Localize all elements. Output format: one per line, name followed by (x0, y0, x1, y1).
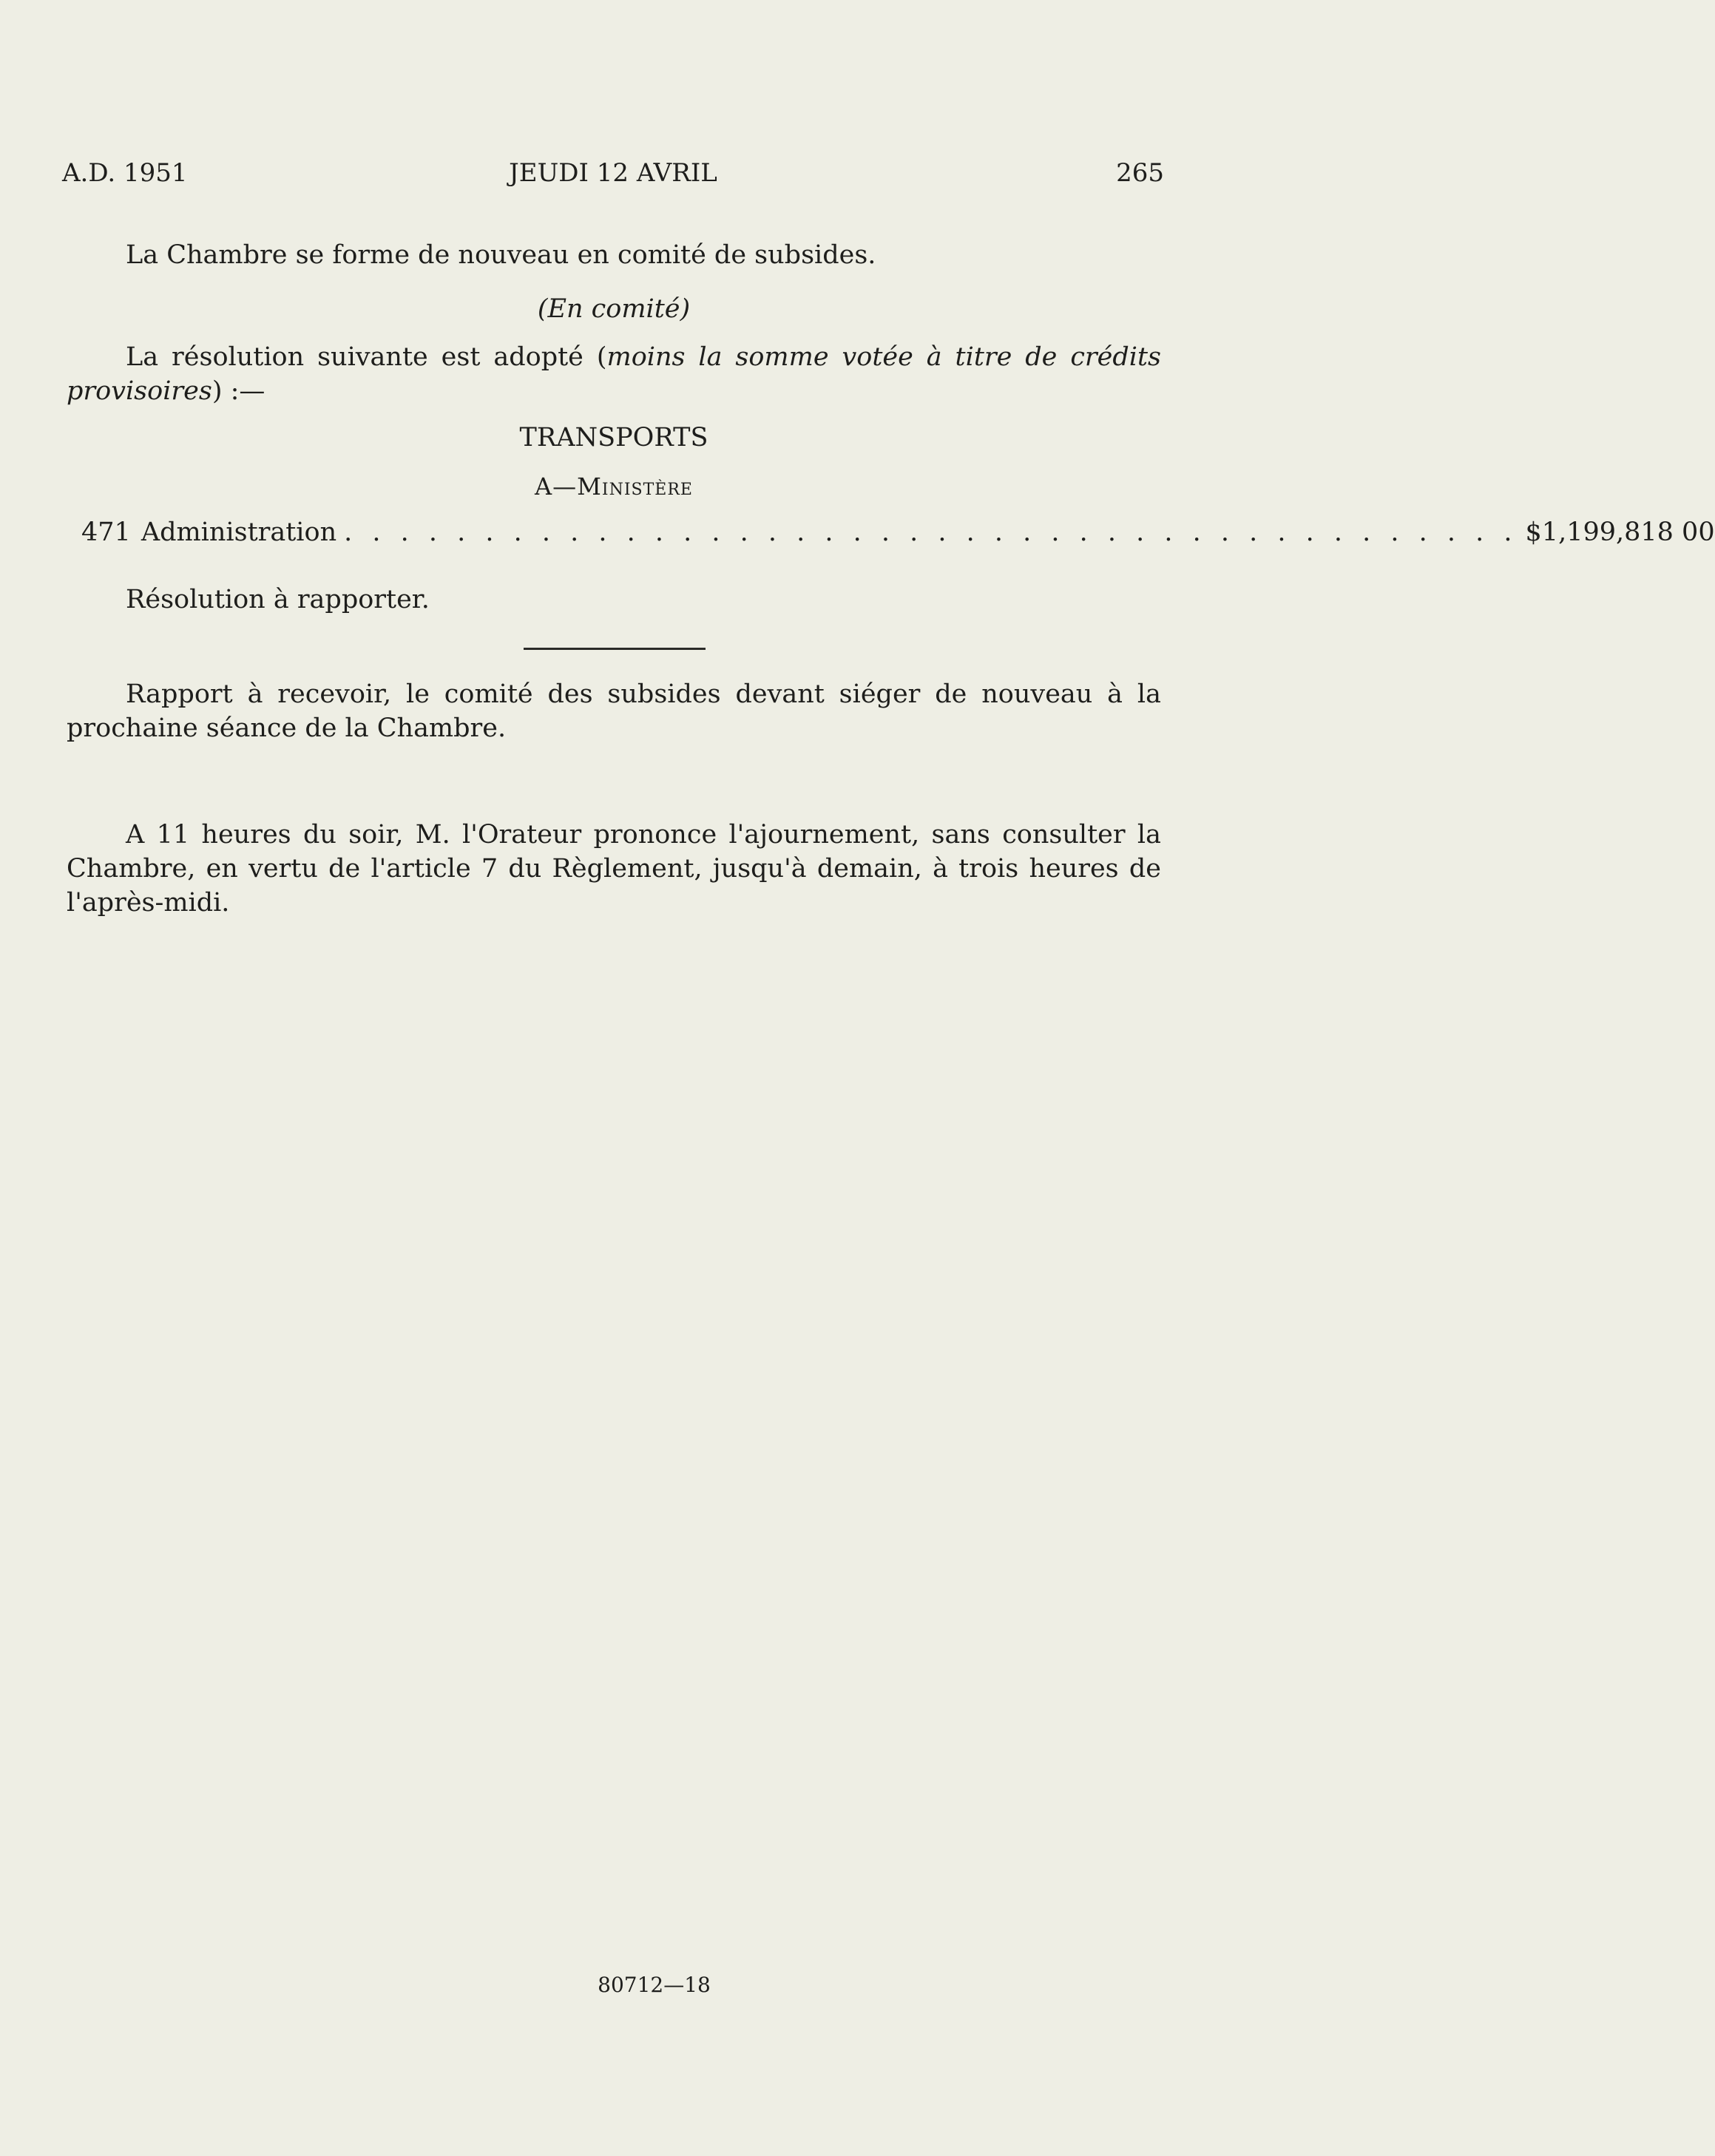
paragraph-resolution-report (67, 583, 1161, 617)
header-date: JEUDI 12 AVRIL (509, 158, 717, 188)
footer-code: 80712—18 (598, 1973, 711, 1997)
page-header (62, 158, 1164, 195)
subsection-title-text: A—Ministère (535, 472, 693, 501)
vote-item-number: 471 (81, 518, 131, 547)
vote-item-amount: $1,199,818 00 (1525, 518, 1715, 547)
paragraph-committee-formed (67, 238, 1161, 272)
page-footer (0, 1973, 1308, 1997)
subsection-title (67, 472, 1161, 501)
in-committee-note (67, 294, 1161, 324)
section-title-text: TRANSPORTS (519, 423, 708, 452)
section-title (67, 423, 1161, 452)
in-committee-text: (En comité) (537, 294, 691, 324)
resolution-text-end: ) :— (212, 376, 265, 406)
header-year: A.D. 1951 (62, 158, 188, 188)
resolution-text-start: La résolution suivante est adopté ( (126, 342, 607, 372)
section-divider (524, 648, 706, 650)
paragraph-text: La Chambre se forme de nouveau en comité de subsides. (126, 240, 876, 270)
paragraph-report-receive (67, 677, 1161, 745)
vote-item-label: Administration (141, 518, 337, 547)
resolution-text-italic: moins la somme votée à titre de crédits provisoires (67, 342, 1162, 406)
leader-dots: . . . . . . . . . . . . . . . . . . . . . . . . . . . . . . . . . . . . . . . . . . (344, 518, 1518, 547)
paragraph-resolution-adopted (67, 340, 1161, 408)
paragraph-adjournment (67, 818, 1161, 920)
paragraph-text: Résolution à rapporter. (126, 585, 430, 614)
vote-item-row (81, 518, 1715, 552)
paragraph-text: Rapport à recevoir, le comité des subsides devant siéger de nouveau à la prochaine séance de la Chambre. (67, 679, 1161, 743)
paragraph-text: A 11 heures du soir, M. l'Orateur prononce l'ajournement, sans consulter la Chambre, en vertu de l'article 7 du Règlement, jusqu'à demain, à trois heures de l'après-midi. (67, 820, 1161, 918)
page-number: 265 (1116, 158, 1164, 188)
